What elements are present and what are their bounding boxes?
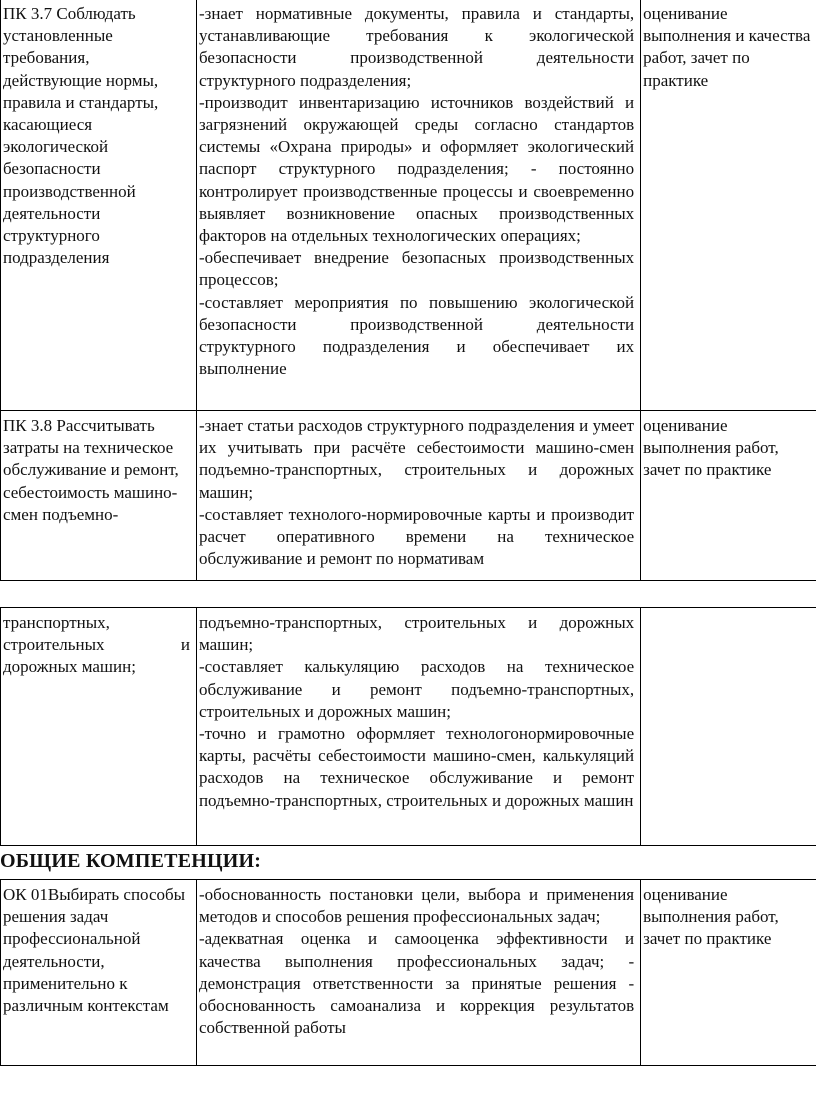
table-row xyxy=(1,0,816,411)
assessment-cell xyxy=(641,608,816,846)
result-item: -производит инвентаризацию источников воздействий и загрязнений окружающей среды согласно стандартов системы «Охрана природы» и оформляет экологический паспорт структурного подразделения; - постоянно контролирует производственные процессы и своевременно выявляет возникновение опасных производственных факторов на отдельных технологических операциях; xyxy=(198,92,635,246)
competence-cell: ПК 3.8 Рассчитывать затраты на техническое обслуживание и ремонт, себестоимость машино-смен подъемно- xyxy=(1,411,197,581)
results-cell xyxy=(196,0,640,411)
competence-table-part-2 xyxy=(0,607,816,846)
competence-cell: ОК 01Выбирать способы решения задач профессиональной деятельности, применительно к различным контекстам xyxy=(1,880,197,1066)
result-item: подъемно-транспортных, строительных и дорожных машин; xyxy=(198,613,635,655)
assessment-cell: оценивание выполнения работ, зачет по практике xyxy=(641,411,816,581)
result-item: -знает статьи расходов структурного подразделения и умеет их учитывать при расчёте себестоимости машино-смен подъемно-транспортных, строительных и дорожных машин; xyxy=(198,416,635,502)
table-row xyxy=(1,608,816,846)
result-item: -обоснованность постановки цели, выбора и применения методов и способов решения профессиональных задач; xyxy=(198,885,635,927)
assessment-cell: оценивание выполнения и качества работ, зачет по практике xyxy=(641,0,816,411)
result-item: -адекватная оценка и самооценка эффективности и качества выполнения профессиональных задач; - демонстрация ответственности за принятые решения - обоснованность самоанализа и коррекция результатов собственной работы xyxy=(198,929,635,1038)
general-competences-heading: ОБЩИЕ КОМПЕТЕНЦИИ: xyxy=(0,850,262,872)
results-cell xyxy=(196,411,640,581)
result-item: -составляет калькуляцию расходов на техническое обслуживание и ремонт подъемно-транспортных, строительных и дорожных машин; xyxy=(198,657,635,721)
result-item: -составляет технолого-нормировочные карты и производит расчет оперативного времени на техническое обслуживание и ремонт по нормативам xyxy=(198,504,635,569)
competence-cell: транспортных, строительных и дорожных машин; xyxy=(1,608,197,846)
table-row xyxy=(1,880,816,1066)
result-item: -знает нормативные документы, правила и стандарты, устанавливающие требования к экологической безопасности производственной деятельности структурного подразделения; xyxy=(198,4,635,90)
result-item: -точно и грамотно оформляет технологонормировочные карты, расчёты себестоимости машино-смен, калькуляций расходов на техническое обслуживание и ремонт подъемно-транспортных, строительных и дорожных машин xyxy=(198,724,635,810)
general-competence-table xyxy=(0,879,816,1066)
result-item: -обеспечивает внедрение безопасных производственных процессов; xyxy=(198,248,635,290)
competence-cell: ПК 3.7 Соблюдать установленные требования, действующие нормы, правила и стандарты, касающиеся экологической безопасности производственной деятельности структурного подразделения xyxy=(1,0,197,411)
results-cell xyxy=(196,880,640,1066)
table-row xyxy=(1,411,816,581)
result-item: -составляет мероприятия по повышению экологической безопасности производственной деятельности структурного подразделения и обеспечивает их выполнение xyxy=(198,292,635,379)
results-cell xyxy=(196,608,640,846)
assessment-cell: оценивание выполнения работ, зачет по практике xyxy=(641,880,816,1066)
